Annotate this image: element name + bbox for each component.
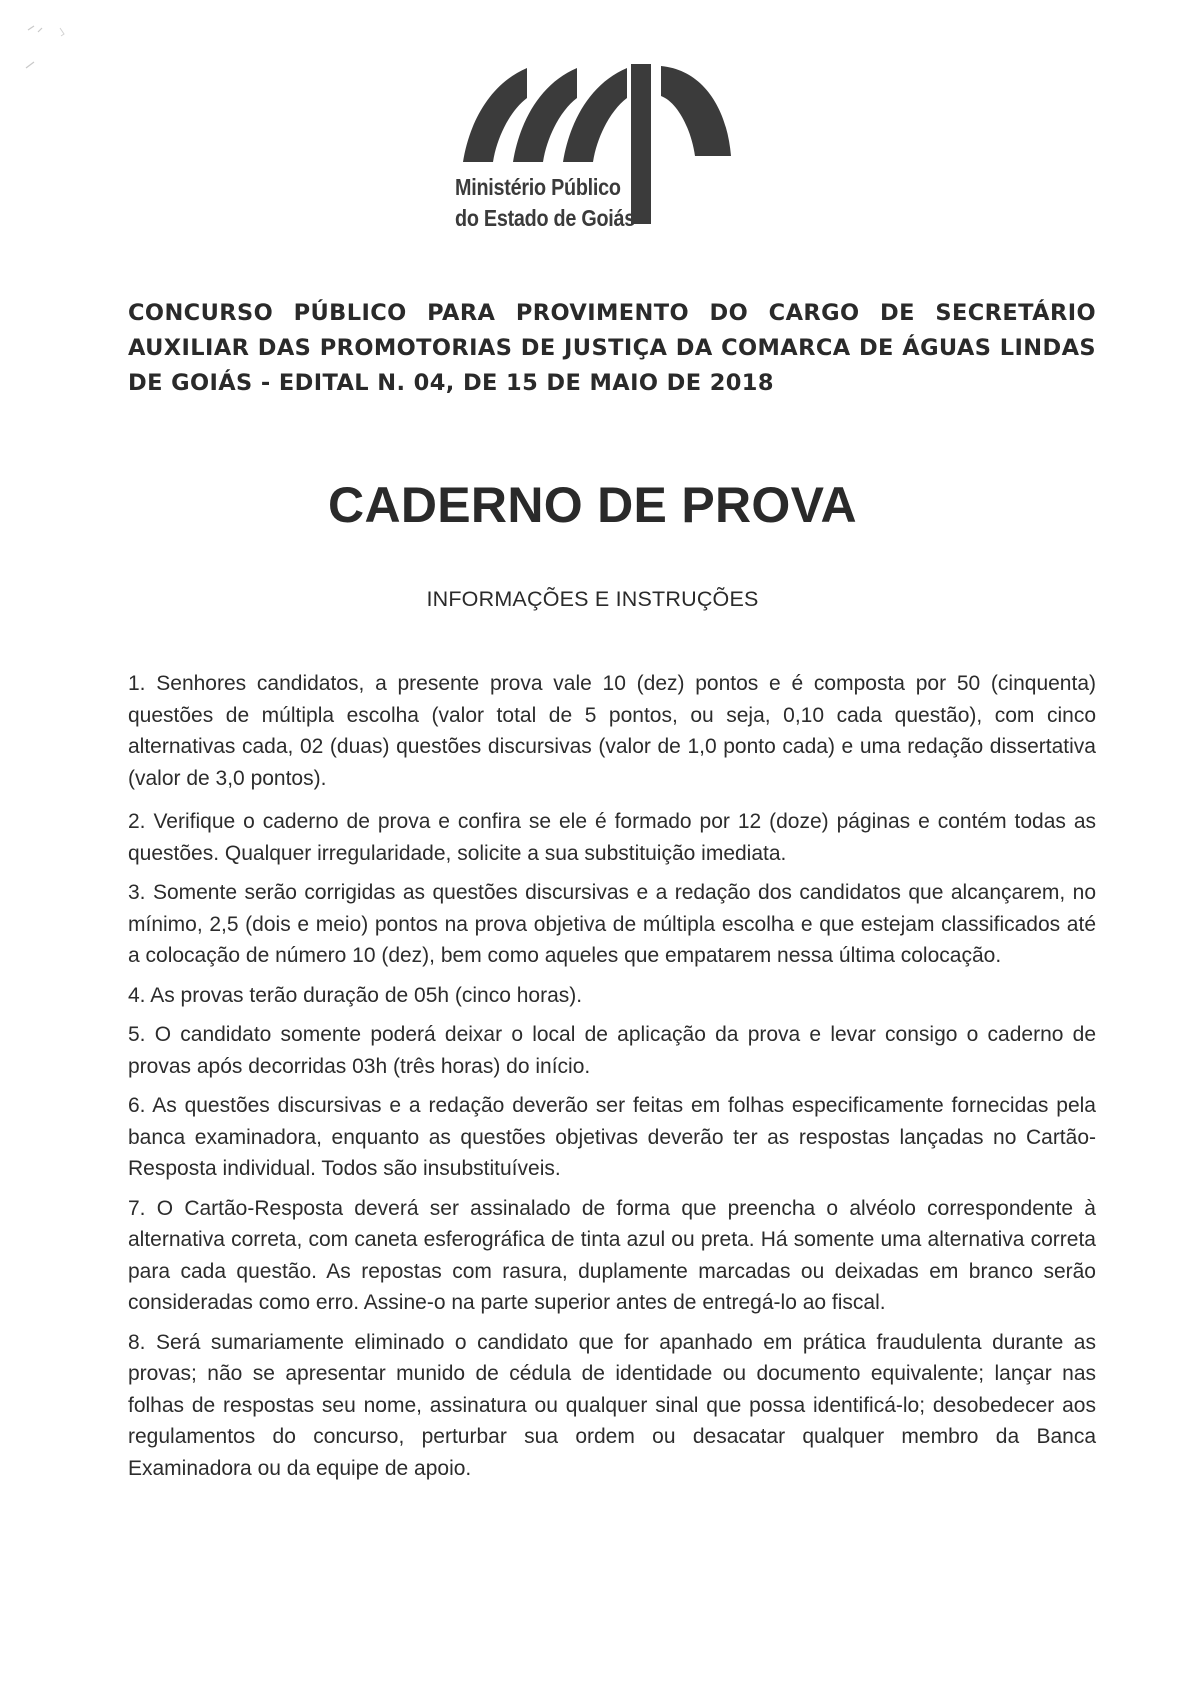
instruction-item-2: 2. Verifique o caderno de prova e confira se ele é formado por 12 (doze) páginas e contém todas as questões. Qualquer irregularidade, solicite a sua substituição imediata. — [128, 810, 1096, 865]
scan-artifact — [20, 22, 80, 72]
document-title: CADERNO DE PROVA — [328, 477, 857, 533]
exam-heading: CONCURSO PÚBLICO PARA PROVIMENTO DO CARGO DE SECRETÁRIO AUXILIAR DAS PROMOTORIAS DE JUSTIÇA DA COMARCA DE ÁGUAS LINDAS DE GOIÁS - EDITAL N. 04, DE 15 DE MAIO DE 2018 — [128, 300, 1096, 396]
instruction-item-8: 8. Será sumariamente eliminado o candidato que for apanhado em prática fraudulenta durante as provas; não se apresentar munido de cédula de identidade ou documento equivalente; lançar nas folhas de respostas seu nome, assinatura ou qualquer sinal que possa identificá-lo; desobedecer aos regulamentos do concurso, perturbar sua ordem ou desacatar qualquer membro da Banca Examinadora ou da equipe de apoio. — [128, 1330, 1096, 1480]
instructions-subtitle: INFORMAÇÕES E INSTRUÇÕES — [426, 587, 759, 611]
instructions-list — [128, 668, 1096, 1492]
logo-text-line1: Ministério Público — [455, 174, 621, 200]
logo-text-line2: do Estado de Goiás — [455, 205, 636, 231]
instruction-item-4: 4. As provas terão duração de 05h (cinco horas). — [128, 983, 583, 1007]
instruction-item-3: 3. Somente serão corrigidas as questões discursivas e a redação dos candidatos que alcançarem, no mínimo, 2,5 (dois e meio) pontos na prova objetiva de múltipla escolha e que estejam classificados até a colocação de número 10 (dez), bem como aqueles que empatarem nessa última colocação. — [128, 881, 1096, 967]
instruction-item-5: 5. O candidato somente poderá deixar o local de aplicação da prova e levar consigo o caderno de provas após decorridas 03h (três horas) do início. — [128, 1023, 1096, 1078]
mp-goias-logo — [455, 62, 785, 242]
instruction-item-7: 7. O Cartão-Resposta deverá ser assinalado de forma que preencha o alvéolo correspondente à alternativa correta, com caneta esferográfica de tinta azul ou preta. Há somente uma alternativa correta para cada questão. As repostas com rasura, duplamente marcadas ou deixadas em branco serão consideradas como erro. Assine-o na parte superior antes de entregá-lo ao fiscal. — [128, 1196, 1096, 1314]
instruction-item-6: 6. As questões discursivas e a redação deverão ser feitas em folhas especificamente fornecidas pela banca examinadora, enquanto as questões objetivas deverão ter as respostas lançadas no Cartão-Resposta individual. Todos são insubstituíveis. — [128, 1094, 1096, 1180]
instruction-item-1: 1. Senhores candidatos, a presente prova vale 10 (dez) pontos e é composta por 50 (cinquenta) questões de múltipla escolha (valor total de 5 pontos, ou seja, 0,10 cada questão), com cinco alternativas cada, 02 (duas) questões discursivas (valor de 1,0 ponto cada) e uma redação dissertativa (valor de 3,0 pontos). — [128, 672, 1096, 790]
